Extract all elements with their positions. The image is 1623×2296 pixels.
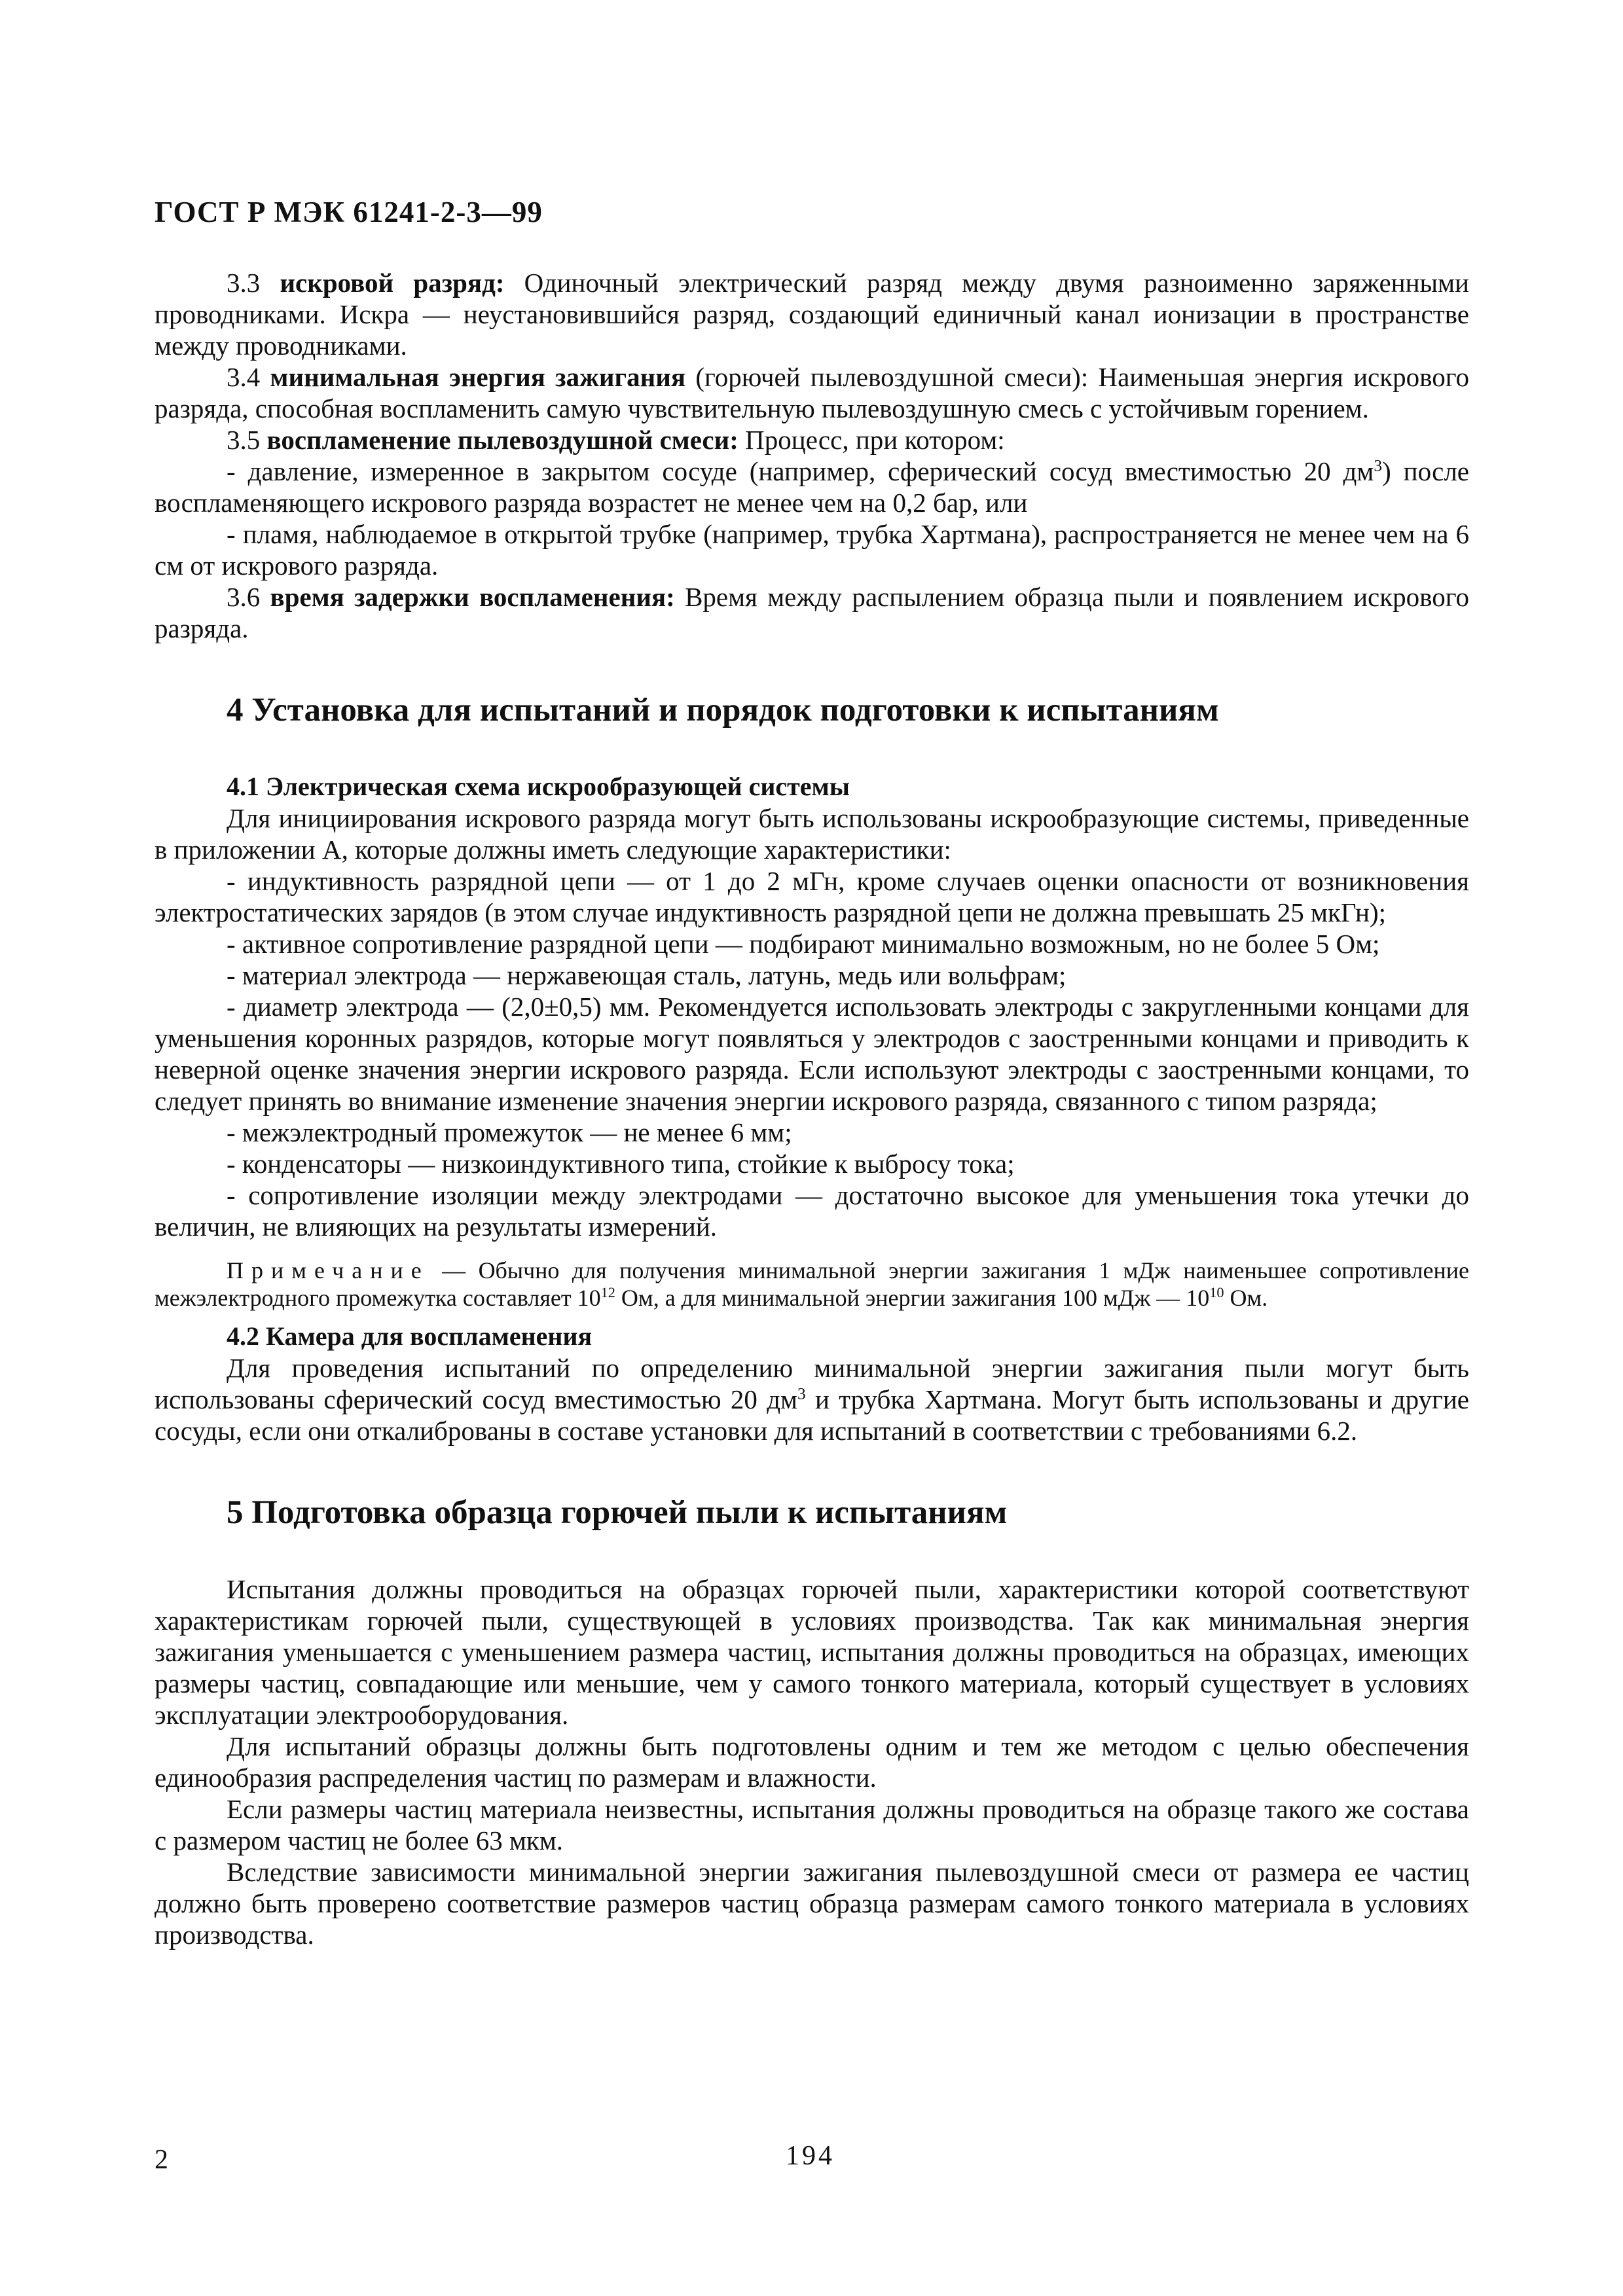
clause-number: 3.5 [227, 425, 267, 455]
definition: (горючей пылевоздушной смеси): Наименьшая энергия искрового разряда, способная воспламенить самую чувствительную пылевоздушную смесь с устойчивым горением. [155, 362, 1470, 423]
sheet-number: 194 [786, 2141, 835, 2171]
clause-number: 3.4 [227, 362, 270, 392]
note-text: Ом, а для минимальной энергии зажигания 100 мДж — 10 [615, 1285, 1210, 1311]
paragraph-text: Для проведения испытаний по определению минимальной энергии зажигания пыли могут быть использованы сферический сосуд вместимостью 20 дм [155, 1353, 1469, 1414]
subsection-4-2-text [155, 1352, 1469, 1446]
superscript: 12 [600, 1284, 615, 1300]
clause-3-5-item-1 [155, 456, 1469, 518]
page-number: 2 [155, 2145, 168, 2175]
definition: Процесс, при котором: [738, 425, 1005, 455]
subsection-4-1-intro: Для инициирования искрового разряда могут быть использованы искрообразующие системы, приведенные в приложении А, которые должны иметь следующие характеристики: [155, 803, 1469, 865]
requirement-item: - материал электрода — нержавеющая сталь, латунь, медь или вольфрам; [227, 960, 1067, 990]
term: минимальная энергия зажигания [270, 362, 686, 392]
clause-number: 3.6 [227, 582, 270, 612]
section-5-paragraph: Вследствие зависимости минимальной энергии зажигания пылевоздушной смеси от размера ее частиц должно быть проверено соответствие размеров частиц образца размерам самого тонкого материала в условиях производства. [155, 1857, 1469, 1950]
definition: Одиночный электрический разряд между двумя разноименно заряженными проводниками. Искра — неустановившийся разряд, создающий единичный канал ионизации в пространстве между проводниками. [155, 268, 1469, 361]
item-text: ) после воспламеняющего искрового разряда возрастет не менее чем на 0,2 бар, или [155, 456, 1469, 518]
requirement-item: - межэлектродный промежуток — не менее 6 мм; [227, 1117, 792, 1147]
subsection-4-1-heading: 4.1 Электрическая схема искрообразующей системы [227, 772, 850, 801]
note-text: Обычно для получения минимальной энергии зажигания 1 мДж наименьшее сопротивление межэлектродного промежутка составляет 10 [155, 1257, 1469, 1311]
clause-3-5-item-2: - пламя, наблюдаемое в открытой трубке (например, трубка Хартмана), распространяется не менее чем на 6 см от искрового разряда. [155, 519, 1469, 581]
paragraph-text: и трубка Хартмана. Могут быть использованы и другие сосуды, если они откалиброваны в составе установки для испытаний в соответствии с требованиями 6.2. [155, 1384, 1469, 1446]
superscript: 10 [1209, 1284, 1224, 1300]
section-5-paragraph: Испытания должны проводиться на образцах горючей пыли, характеристики которой соответствуют характеристикам горючей пыли, существующей в условиях производства. Так как минимальная энергия зажигания уменьшается с уменьшением размера частиц, испытания должны проводиться на образцах, имеющих размеры частиц, совпадающие или меньшие, чем у самого тонкого материала, который существует в условиях эксплуатации электрооборудования. [155, 1574, 1469, 1730]
section-5-paragraph: Если размеры частиц материала неизвестны, испытания должны проводиться на образце такого же состава с размером частиц не более 63 мкм. [155, 1794, 1469, 1856]
requirement-item: - индуктивность разрядной цепи — от 1 до 2 мГн, кроме случаев оценки опасности от возникновения электростатических зарядов (в этом случае индуктивность разрядной цепи не должна превышать 25 мкГн); [155, 866, 1469, 927]
section-4-heading: 4 Установка для испытаний и порядок подготовки к испытаниям [227, 692, 1219, 728]
subsection-4-2-heading: 4.2 Камера для воспламенения [227, 1321, 593, 1351]
requirement-item: - активное сопротивление разрядной цепи — подбирают минимально возможным, но не более 5 Ом; [227, 929, 1380, 959]
clause-3-4 [155, 361, 1469, 424]
superscript: 3 [1374, 456, 1383, 475]
superscript: 3 [797, 1384, 806, 1403]
document-body [155, 267, 1469, 1950]
requirement-item: - диаметр электрода — (2,0±0,5) мм. Рекомендуется использовать электроды с закругленными концами для уменьшения коронных разрядов, которые могут появляться у электродов с заостренными концами и приводить к неверной оценке значения энергии искрового разряда. Если используют электроды с заостренными концами, то следует принять во внимание изменение значения энергии искрового разряда, связанного с типом разряда; [155, 992, 1469, 1116]
clause-number: 3.3 [227, 268, 280, 298]
requirement-item: - сопротивление изоляции между электродами — достаточно высокое для уменьшения тока утечки до величин, не влияющих на результаты измерений. [155, 1180, 1469, 1242]
definition: Время между распылением образца пыли и появлением искрового разряда. [155, 582, 1470, 643]
term: воспламенение пылевоздушной смеси: [266, 425, 739, 455]
section-5-paragraph: Для испытаний образцы должны быть подготовлены одним и тем же методом с целью обеспечения единообразия распределения частиц по размерам и влажности. [155, 1731, 1469, 1793]
note-dash: — [429, 1257, 479, 1283]
note-label: Примечание [227, 1257, 429, 1283]
clause-3-5 [155, 424, 1469, 456]
clause-3-6 [155, 581, 1469, 644]
term: время задержки воспламенения: [270, 582, 675, 612]
requirement-item: - конденсаторы — низкоиндуктивного типа, стойкие к выбросу тока; [227, 1149, 1015, 1179]
document-code: ГОСТ Р МЭК 61241-2-3—99 [155, 196, 543, 228]
section-5-heading: 5 Подготовка образца горючей пыли к испытаниям [227, 1494, 1008, 1531]
clause-3-3 [155, 267, 1469, 361]
note [155, 1257, 1469, 1312]
term: искровой разряд: [280, 268, 505, 298]
item-text: - давление, измеренное в закрытом сосуде (например, сферический сосуд вместимостью 20 дм [227, 456, 1374, 486]
note-text: Ом. [1224, 1285, 1268, 1311]
